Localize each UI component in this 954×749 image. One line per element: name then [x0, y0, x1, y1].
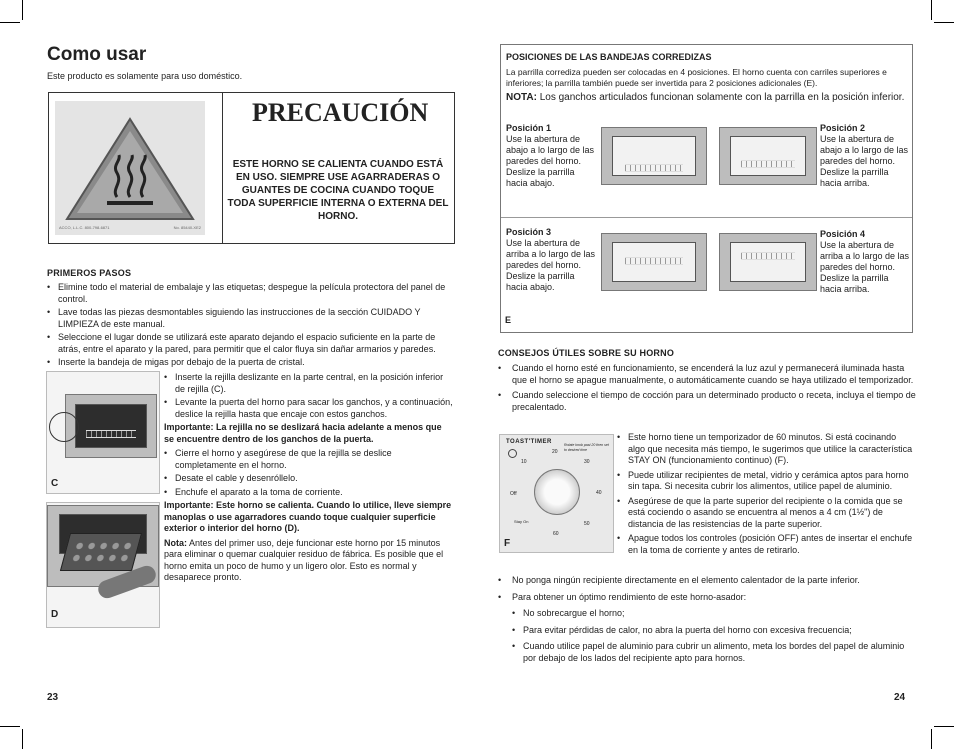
page-title: Como usar — [47, 44, 147, 65]
dial-hint: Rotate knob past 20 then set to desired time — [564, 443, 609, 452]
note-text: Antes del primer uso, deje funcionar este horno por 15 minutos para eliminar o quemar cualquier residuo de fábrica. Es posible que el horno emita un poco de humo y un ligero olor. Esto es normal y desaparece pronto. — [164, 537, 444, 582]
figure-d — [46, 502, 160, 628]
list-item: • Desate el cable y desenróllelo. — [164, 473, 454, 485]
crop-mark — [0, 22, 20, 23]
list-item: • Levante la puerta del horno para sacar los ganchos, y a continuación, deslice la rejilla hasta que encaje con estos ganchos. — [164, 397, 454, 420]
positions-note-text: Los ganchos articulados funcionan solamente con la parrilla en la posición inferior. — [539, 92, 905, 103]
list-item: • Apague todos los controles (posición OFF) antes de insertar el enchufe en la toma de corriente y antes de retirarlo. — [617, 533, 915, 556]
important-note-1: Importante: La rejilla no se deslizará hacia adelante a menos que se encuentre dentro de los ganchos de la puerta. — [164, 422, 442, 444]
list-item: • Seleccione el lugar donde se utilizará este aparato dejando el espacio suficiente en la parte de atrás, entre el aparato y la pared, para permitir que el calor fluya sin dañar armarios y paredes. — [47, 332, 453, 355]
list-item: • Para evitar pérdidas de calor, no abra la puerta del horno con excesiva frecuencia; — [512, 625, 918, 637]
caution-box — [48, 92, 455, 244]
position-4-text: Use la abertura de arriba a lo largo de las paredes del horno. Deslize la parrilla hacia arriba. — [820, 240, 910, 294]
figure-c-text — [164, 372, 454, 584]
hot-surface-icon — [55, 101, 205, 235]
sub-list — [498, 608, 918, 664]
callout-circle — [49, 412, 79, 442]
hot-surface-label — [55, 101, 205, 235]
list-item: • Inserte la bandeja de migas por debajo de la puerta de cristal. — [47, 357, 453, 369]
intro-text: Este producto es solamente para uso doméstico. — [47, 71, 243, 81]
list-item: • Inserte la rejilla deslizante en la parte central, en la posición inferior de rejilla (C). — [164, 372, 454, 395]
list-item: • Cuando el horno esté en funcionamiento, se encenderá la luz azul y permanecerá iluminada hasta que el horno se apague manualmente, o automáticamente cuando se haya utilizado el temporizador. — [498, 363, 918, 386]
list-item: • Puede utilizar recipientes de metal, vidrio y cerámica aptos para horno sin tapa. Si necesita cubrir los alimentos, utilice papel de aluminio. — [617, 470, 915, 493]
position-1-text: Use la abertura de abajo a lo largo de las paredes del horno. Deslize la parrilla hacia abajo. — [506, 134, 595, 188]
position-4 — [820, 229, 910, 295]
list-item: • No ponga ningún recipiente directamente en el elemento calentador de la parte inferior. — [498, 575, 918, 587]
page-number-left: 23 — [47, 692, 59, 703]
crop-mark — [934, 22, 954, 23]
caution-divider — [222, 93, 223, 243]
page-number-right: 24 — [894, 692, 906, 703]
list-item: • Cuando utilice papel de aluminio para cubrir un alimento, meta los bordes del papel de aluminio por debajo de los lados del recipiente apto para hornos. — [512, 641, 918, 664]
position-1-title: Posición 1 — [506, 123, 552, 133]
figure-f-label: F — [504, 538, 511, 549]
list-item: • Enchufe el aparato a la toma de corriente. — [164, 487, 454, 499]
crop-mark — [0, 726, 20, 727]
crop-mark — [22, 0, 23, 20]
muffin-tray — [60, 533, 142, 571]
position-2-title: Posición 2 — [820, 123, 866, 133]
crop-mark — [22, 729, 23, 749]
figure-c-label: C — [51, 478, 59, 489]
tips-heading: CONSEJOS ÚTILES SOBRE SU HORNO — [498, 348, 675, 358]
positions-intro: La parrilla corrediza pueden ser colocadas en 4 posiciones. El horno cuenta con carriles superiores e inferiores; la parrilla también puede ser invertida para 2 posiciones adicionales (E). — [506, 67, 887, 88]
list-item: • Para obtener un óptimo rendimiento de este horno-asador: — [498, 592, 918, 604]
clock-icon — [508, 449, 517, 458]
caution-title: PRECAUCIÓN — [252, 98, 429, 127]
dial-tick: 50 — [584, 521, 590, 527]
figure-f — [499, 434, 614, 553]
dial-tick: 30 — [584, 459, 590, 465]
position-3 — [506, 227, 598, 293]
first-steps-list — [47, 282, 453, 373]
dial-tick: 40 — [596, 490, 602, 496]
position-4-title: Posición 4 — [820, 229, 866, 239]
tips-list — [498, 363, 918, 417]
dial-tick: 20 — [552, 449, 558, 455]
figure-e-label: E — [505, 315, 512, 325]
label-code-left: ACCO, L.L.C. 800-798-6871 — [59, 225, 110, 230]
list-item: • Lave todas las piezas desmontables siguiendo las instrucciones de la sección CUIDADO Y LIMPIEZA de este manual. — [47, 307, 453, 330]
positions-divider — [501, 217, 912, 218]
position-2-text: Use la abertura de abajo a lo largo de las paredes del horno. Deslize la parrilla hacia arriba. — [820, 134, 909, 188]
crop-mark — [931, 0, 932, 20]
dial-tick: Stay On — [514, 519, 529, 524]
crop-mark — [931, 729, 932, 749]
positions-note — [506, 92, 906, 104]
figure-c — [46, 371, 160, 494]
position-3-text: Use la abertura de arriba a lo largo de las paredes del horno. Deslize la parrilla hacia abajo. — [506, 238, 596, 292]
oven-position-4 — [719, 233, 817, 291]
dial-brand: TOAST′TIMER — [506, 439, 552, 445]
list-item: • Este horno tiene un temporizador de 60 minutos. Si está cocinando algo que necesita más tiempo, le sugerimos que utilice la característica STAY ON (funcionamiento continuo) (F). — [617, 432, 915, 467]
dial-tick: Off — [510, 491, 517, 497]
position-2 — [820, 123, 910, 189]
caution-text: ESTE HORNO SE CALIENTA CUANDO ESTÁ EN USO. SIEMPRE USE AGARRADERAS O GUANTES DE COCINA CUANDO TOQUE TODA SUPERFICIE INTERNA O EXTERNA DEL HORNO. — [227, 159, 449, 222]
list-item: • Asegúrese de que la parte superior del recipiente o la comida que se está cociendo o asando se encuentra al menos a 4 cm (1½") de distancia de las resistencias de la parte superior. — [617, 496, 915, 531]
note-label: Nota: — [164, 537, 187, 548]
oven-position-2 — [719, 127, 817, 185]
more-tips-list — [498, 575, 918, 668]
first-use-note — [164, 538, 454, 584]
important-note-2: Importante: Este horno se calienta. Cuando lo utilice, lleve siempre manoplas o use agarradores cuando toque cualquier superficie exterior o interior del horno (D). — [164, 500, 452, 533]
timer-tips-list — [617, 432, 915, 559]
oven-position-3 — [601, 233, 707, 291]
positions-box — [500, 44, 913, 333]
list-item: • No sobrecargue el horno; — [512, 608, 918, 620]
oven-position-1 — [601, 127, 707, 185]
list-item: • Elimine todo el material de embalaje y las etiquetas; despegue la película protectora del panel de control. — [47, 282, 453, 305]
label-code-right: No. 85440-XE2 — [173, 225, 201, 230]
dial-tick: 60 — [553, 531, 559, 537]
list-item: • Cierre el horno y asegúrese de que la rejilla se deslice completamente en el horno. — [164, 448, 454, 471]
timer-knob — [534, 469, 580, 515]
figure-d-label: D — [51, 609, 59, 620]
list-item: • Cuando seleccione el tiempo de cocción para un determinado producto o receta, incluya el tiempo de precalentado. — [498, 390, 918, 413]
position-3-title: Posición 3 — [506, 227, 552, 237]
positions-note-label: NOTA: — [506, 92, 537, 103]
position-1 — [506, 123, 598, 189]
first-steps-heading: PRIMEROS PASOS — [47, 268, 132, 278]
crop-mark — [934, 726, 954, 727]
dial-tick: 10 — [521, 459, 527, 465]
positions-heading: POSICIONES DE LAS BANDEJAS CORREDIZAS — [506, 52, 712, 62]
